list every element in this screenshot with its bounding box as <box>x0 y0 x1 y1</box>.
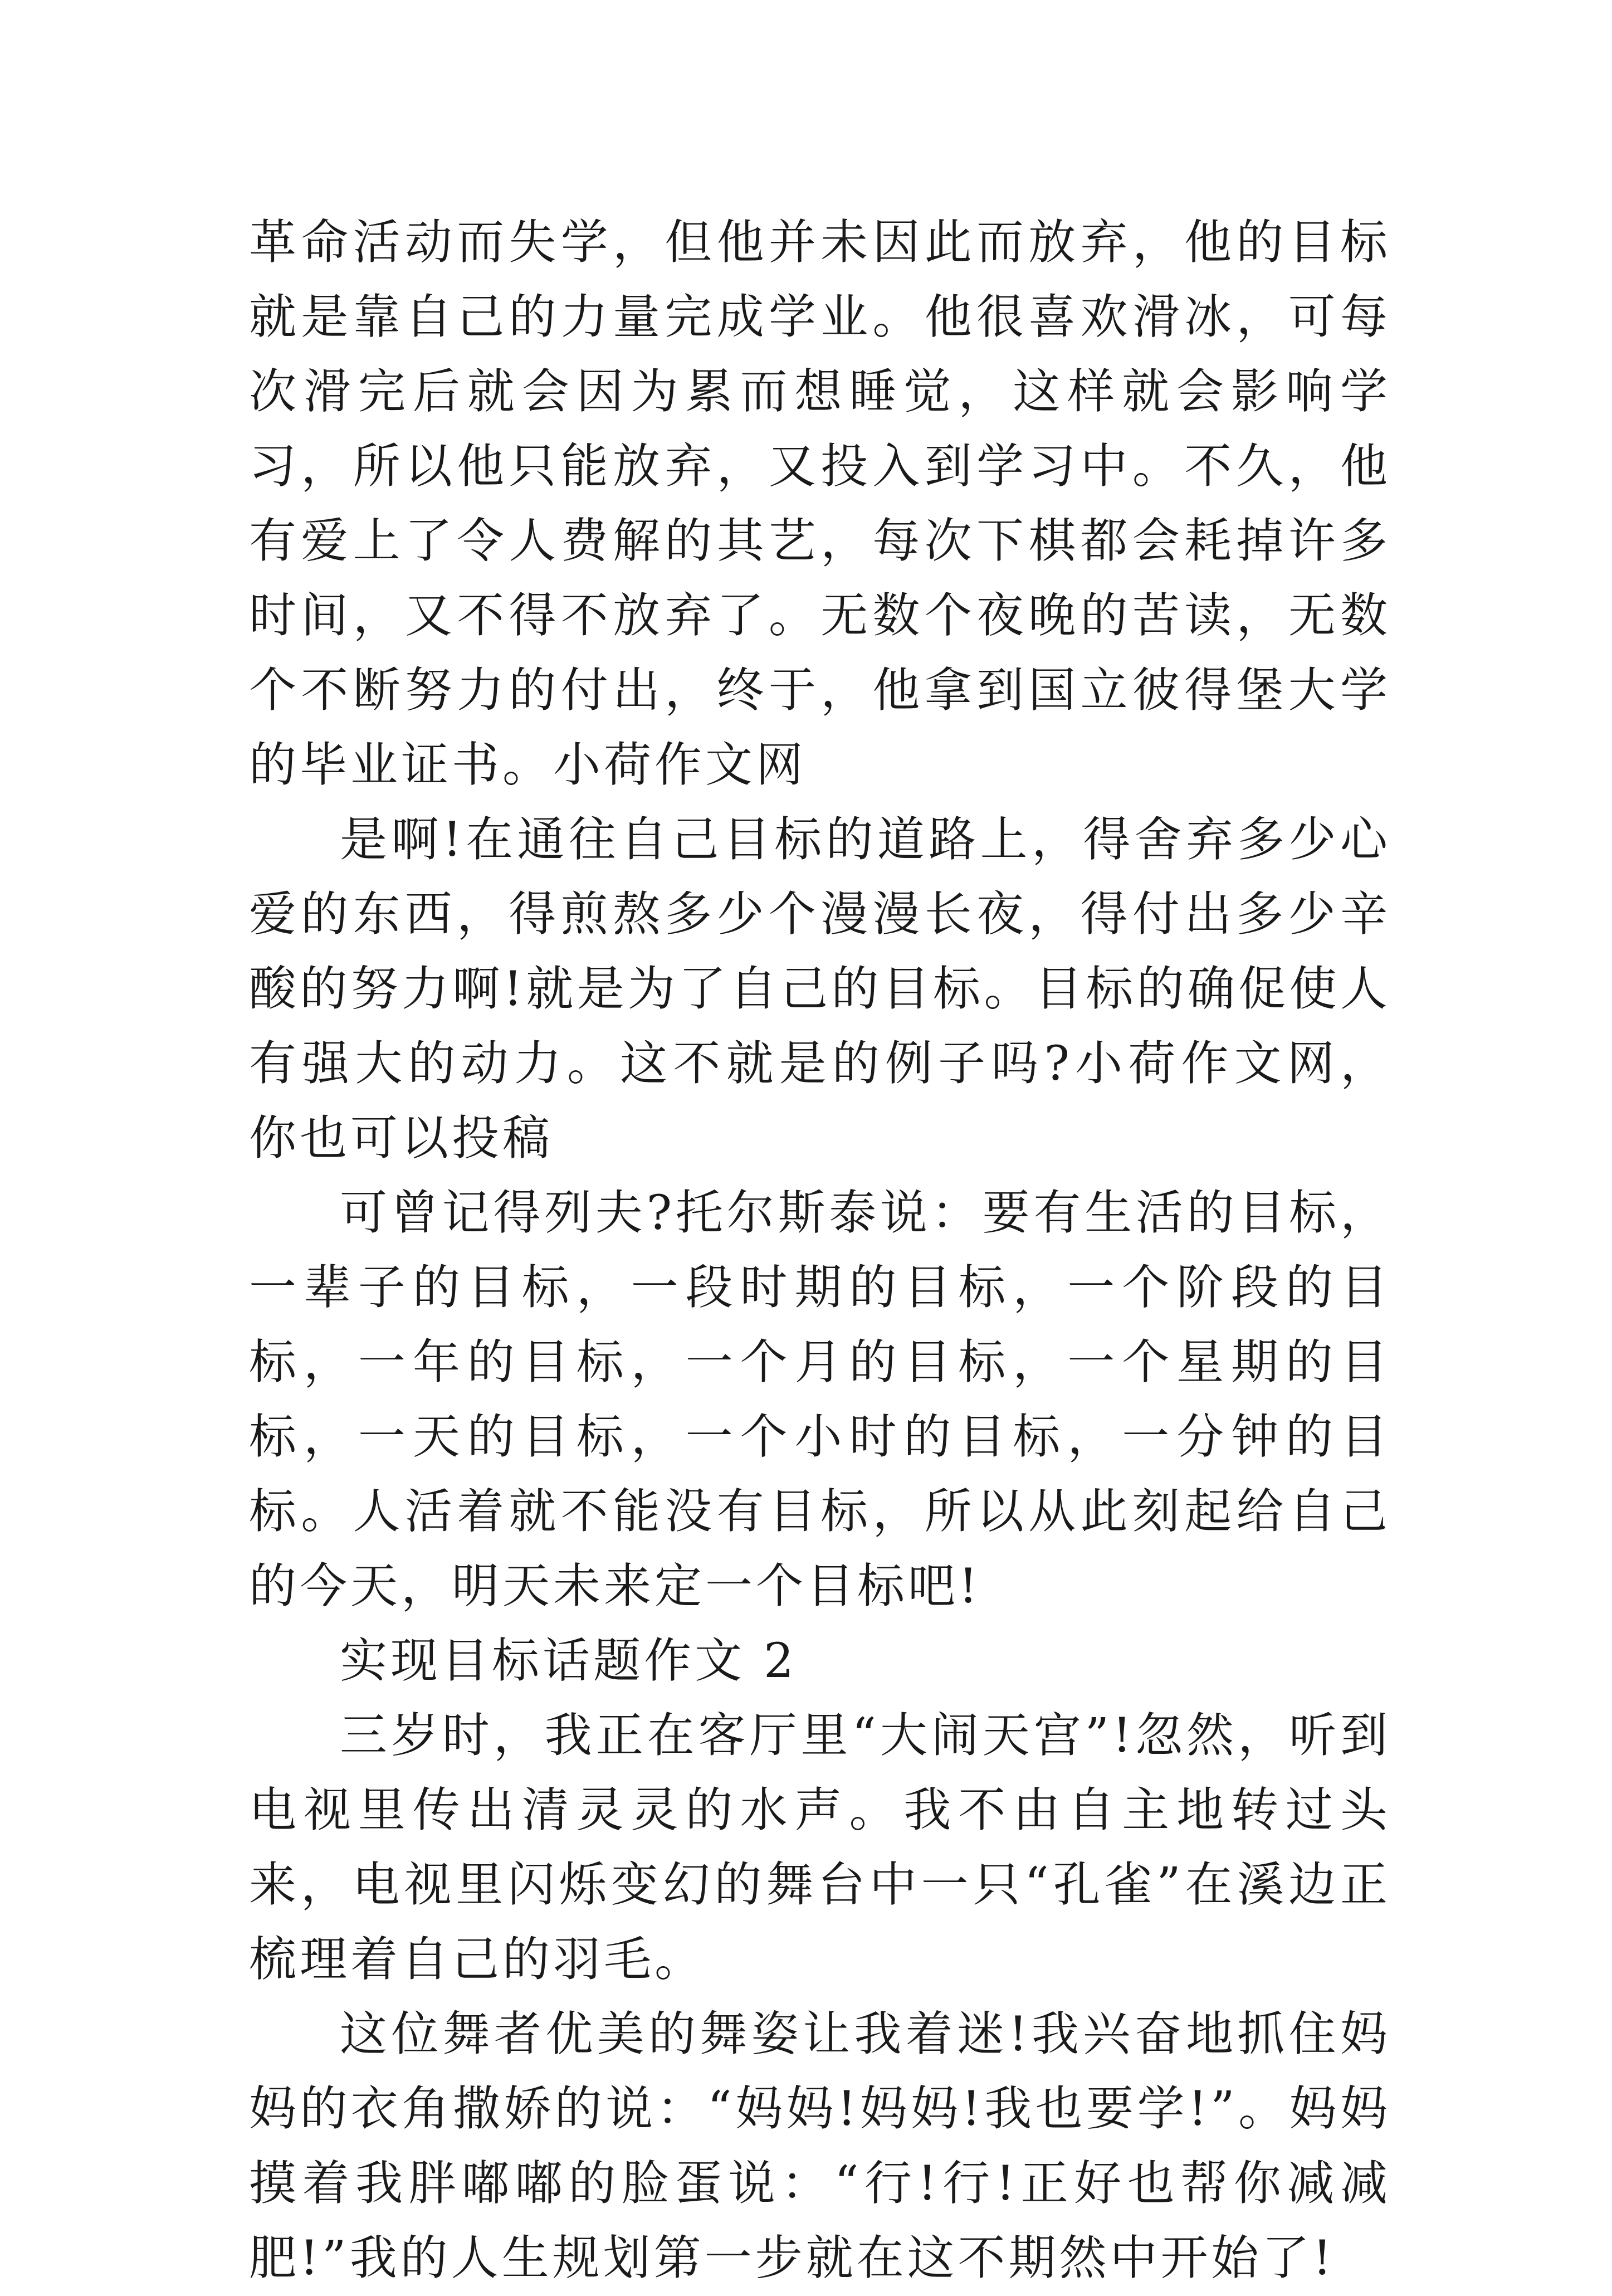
section-heading: 实现目标话题作文 2 <box>340 1634 798 1689</box>
paragraph-2: 是啊!在通往自己目标的道路上，得舍弃多少心爱的东西，得煎熬多少个漫漫长夜，得付出多少辛酸的努力啊!就是为了自己的目标。目标的确促使人有强大的动力。这不就是的例子吗?小荷作文网，你也可以投稿 <box>249 812 1391 1166</box>
document-body <box>249 206 1391 2296</box>
paragraph-1: 革命活动而失学，但他并未因此而放弃，他的目标就是靠自己的力量完成学业。他很喜欢滑冰，可每次滑完后就会因为累而想睡觉，这样就会影响学习，所以他只能放弃，又投入到学习中。不久，他有爱上了令人费解的其艺，每次下棋都会耗掉许多时间，又不得不放弃了。无数个夜晚的苦读，无数个不断努力的付出，终于，他拿到国立彼得堡大学的毕业证书。小荷作文网 <box>249 215 1391 793</box>
paragraph-5: 这位舞者优美的舞姿让我着迷!我兴奋地抓住妈妈的衣角撒娇的说：“妈妈!妈妈!我也要学!”。妈妈摸着我胖嘟嘟的脸蛋说：“行!行!正好也帮你减减肥!”我的人生规划第一步就在这不期然中开始了! <box>249 2007 1391 2286</box>
paragraph-4: 三岁时，我正在客厅里“大闹天宫”!忽然，听到电视里传出清灵灵的水声。我不由自主地转过头来，电视里闪烁变幻的舞台中一只“孔雀”在溪边正梳理着自己的羽毛。 <box>249 1708 1391 1987</box>
paragraph-3: 可曾记得列夫?托尔斯泰说：要有生活的目标，一辈子的目标，一段时期的目标，一个阶段的目标，一年的目标，一个月的目标，一个星期的目标，一天的目标，一个小时的目标，一分钟的目标。人活着就不能没有目标，所以从此刻起给自己的今天，明天未来定一个目标吧! <box>249 1186 1391 1614</box>
